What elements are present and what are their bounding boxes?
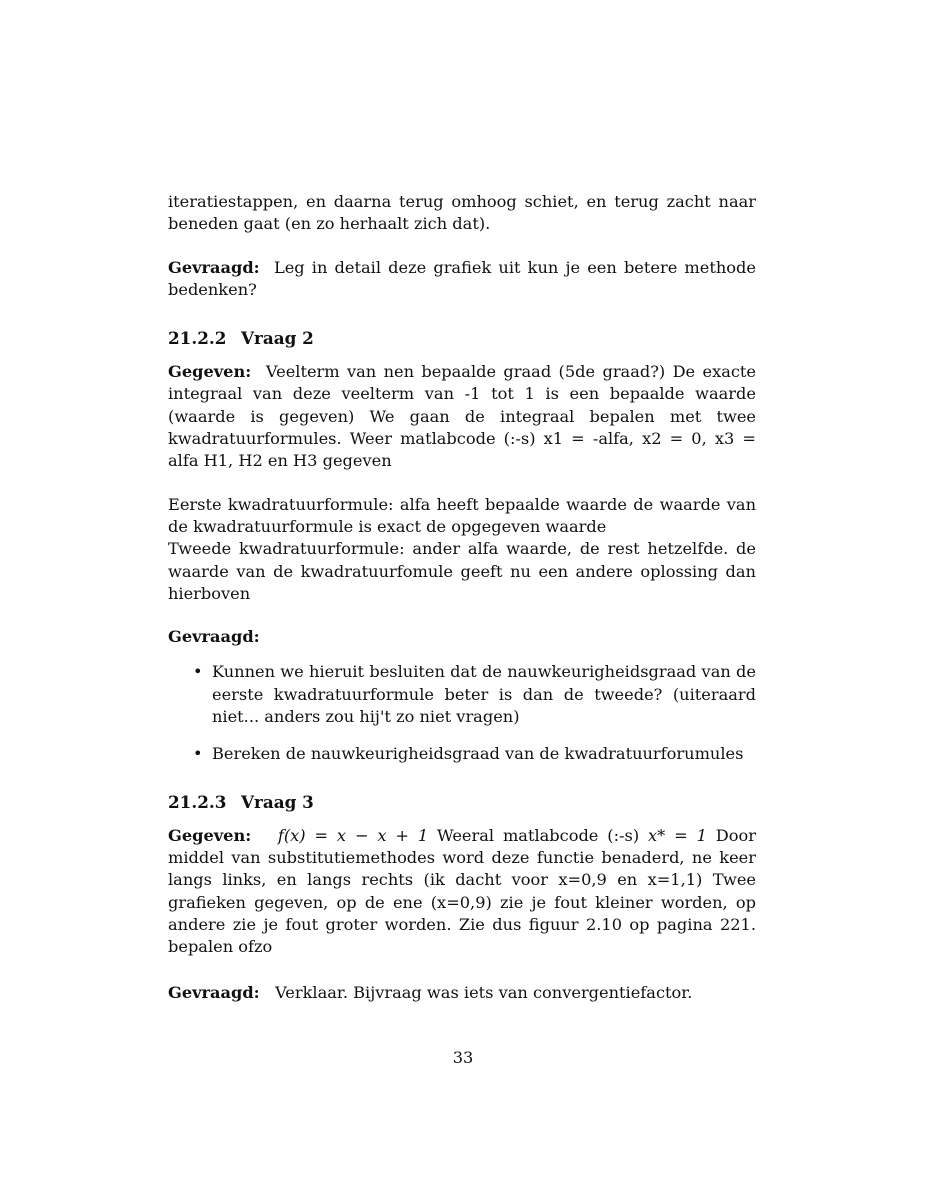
second-formula-paragraph: Tweede kwadratuurformule: ander alfa waarde, de rest hetzelfde. de waarde van de kwadratuurfomule geeft nu een andere oplossing dan hierboven <box>168 539 756 603</box>
list-item: • Kunnen we hieruit besluiten dat de nauwkeurigheidsgraad van de eerste kwadratuurformule beter is dan de tweede? (uiteraard niet... anders zou hij't zo niet vragen) <box>212 661 756 728</box>
list-item: • Bereken de nauwkeurigheidsgraad van de kwadratuurforumules <box>212 743 756 765</box>
asked-text: Leg in detail deze grafiek uit kun je een betere methode bedenken? <box>168 257 756 299</box>
function-formula: f(x) = x − x + 1 <box>277 825 429 845</box>
given-label: Gegeven: <box>168 825 252 845</box>
given-text: Veelterm van nen bepaalde graad (5de graad?) De exacte integraal van deze veelterm van -1 tot 1 is een bepaalde waarde (waarde is gegeven) We gaan de integraal bepalen met twee kwadratuurformules. Weer matlabcode (:-s) x1 = -alfa, x2 = 0, x3 = alfa H1, H2 en H3 gegeven <box>168 362 756 471</box>
q3-given-paragraph <box>168 825 756 959</box>
given-text-b: Door middel van substitutiemethodes word deze functie benaderd, ne keer langs links, en langs rechts (ik dacht voor x=0,9 en x=1,1) Twee grafieken gegeven, op de ene (x=0,9) zie je fout kleiner worden, op andere zie je fout groter worden. Zie dus figuur 2.10 op pagina 221. bepalen ofzo <box>168 825 756 957</box>
first-formula-paragraph: Eerste kwadratuurformule: alfa heeft bepaalde waarde de waarde van de kwadratuurformule is exact de opgegeven waarde <box>168 494 756 536</box>
section-number: 21.2.2 <box>168 328 227 349</box>
q2-asked-list <box>168 661 756 765</box>
section-number: 21.2.3 <box>168 791 227 812</box>
asked-text: Verklaar. Bijvraag was iets van convergentiefactor. <box>275 983 693 1003</box>
section-heading-vraag-2 <box>168 327 756 349</box>
asked-label: Gevraagd: <box>168 983 260 1003</box>
page-body <box>168 191 756 1005</box>
asked-label: Gevraagd: <box>168 257 260 277</box>
intro-paragraph: iteratiestappen, en daarna terug omhoog schiet, en terug zacht naar beneden gaat (en zo herhaalt zich dat). <box>168 192 756 234</box>
fixed-point-formula: x* = 1 <box>648 825 707 845</box>
q1-asked-paragraph <box>168 257 756 302</box>
given-text-a: Weeral matlabcode (:-s) <box>437 825 640 845</box>
section-heading-vraag-3 <box>168 791 756 813</box>
q2-asked-label: Gevraagd: <box>168 627 260 647</box>
section-title: Vraag 3 <box>241 791 314 812</box>
given-label: Gegeven: <box>168 362 252 382</box>
section-title: Vraag 2 <box>241 328 314 349</box>
q2-given-paragraph <box>168 361 756 472</box>
q3-asked-paragraph <box>168 982 756 1004</box>
page-number: 33 <box>452 1048 474 1067</box>
